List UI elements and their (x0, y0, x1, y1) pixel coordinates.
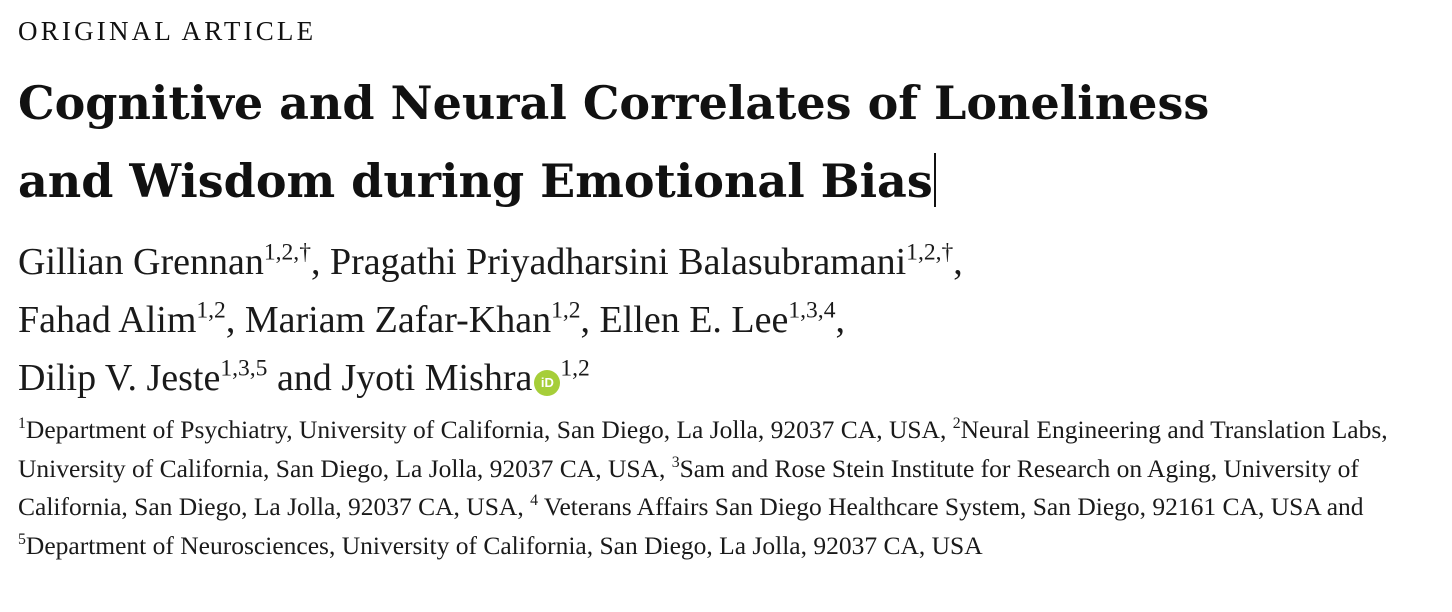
affiliation-text: Neural Engineering and Translation Labs, University of California, San Diego, La Jolla, 92037 CA, USA, (18, 415, 1388, 483)
affiliation-number: 4 (530, 492, 538, 510)
author-name: Dilip V. Jeste (18, 357, 221, 399)
author-affiliation-marker: 1,2,† (906, 239, 954, 266)
author-separator: , (835, 299, 845, 341)
affiliation-number: 5 (18, 530, 26, 548)
article-title (18, 64, 1438, 220)
author-name: Jyoti Mishra (341, 357, 533, 399)
author-separator: , (953, 241, 963, 283)
title-line-2: and Wisdom during Emotional Bias (18, 154, 933, 208)
orcid-icon[interactable]: iD (534, 370, 560, 396)
text-cursor (934, 153, 936, 207)
affiliation-text: Department of Neurosciences, University of California, San Diego, La Jolla, 92037 CA, USA (25, 530, 983, 560)
author-separator: , (310, 241, 330, 283)
title-line-1: Cognitive and Neural Correlates of Loneliness (18, 76, 1210, 130)
author-name: Mariam Zafar-Khan (244, 299, 552, 341)
author-name: Fahad Alim (18, 299, 197, 341)
author-separator: , (225, 299, 245, 341)
author-separator: , (580, 299, 600, 341)
author-affiliation-marker: 1,2 (551, 297, 581, 324)
affiliation-number: 1 (18, 415, 26, 433)
affiliation-text: Veterans Affairs San Diego Healthcare System, San Diego, 92161 CA, USA and (537, 492, 1364, 521)
author-affiliation-marker: 1,2,† (263, 239, 311, 266)
affiliation-text: Department of Psychiatry, University of California, San Diego, La Jolla, 92037 CA, USA, (25, 415, 953, 444)
author-affiliation-marker: 1,3,4 (788, 297, 836, 324)
author-affiliation-marker: 1,3,5 (220, 355, 268, 382)
author-separator: and (267, 357, 342, 399)
affiliation-number: 3 (671, 453, 680, 471)
affiliation-number: 2 (952, 415, 961, 433)
author-name: Ellen E. Lee (599, 299, 789, 341)
section-label: ORIGINAL ARTICLE (18, 16, 317, 46)
affiliation-text: Sam and Rose Stein Institute for Research on Aging, University of California, San Diego, La Jolla, 92037 CA, USA, (18, 453, 1359, 521)
author-affiliation-marker: 1,2 (196, 297, 226, 324)
author-name: Gillian Grennan (18, 241, 264, 283)
author-list (18, 233, 1438, 407)
author-affiliation-marker: 1,2 (560, 355, 590, 382)
author-name: Pragathi Priyadharsini Balasubramani (329, 241, 907, 283)
affiliations (18, 411, 1438, 565)
